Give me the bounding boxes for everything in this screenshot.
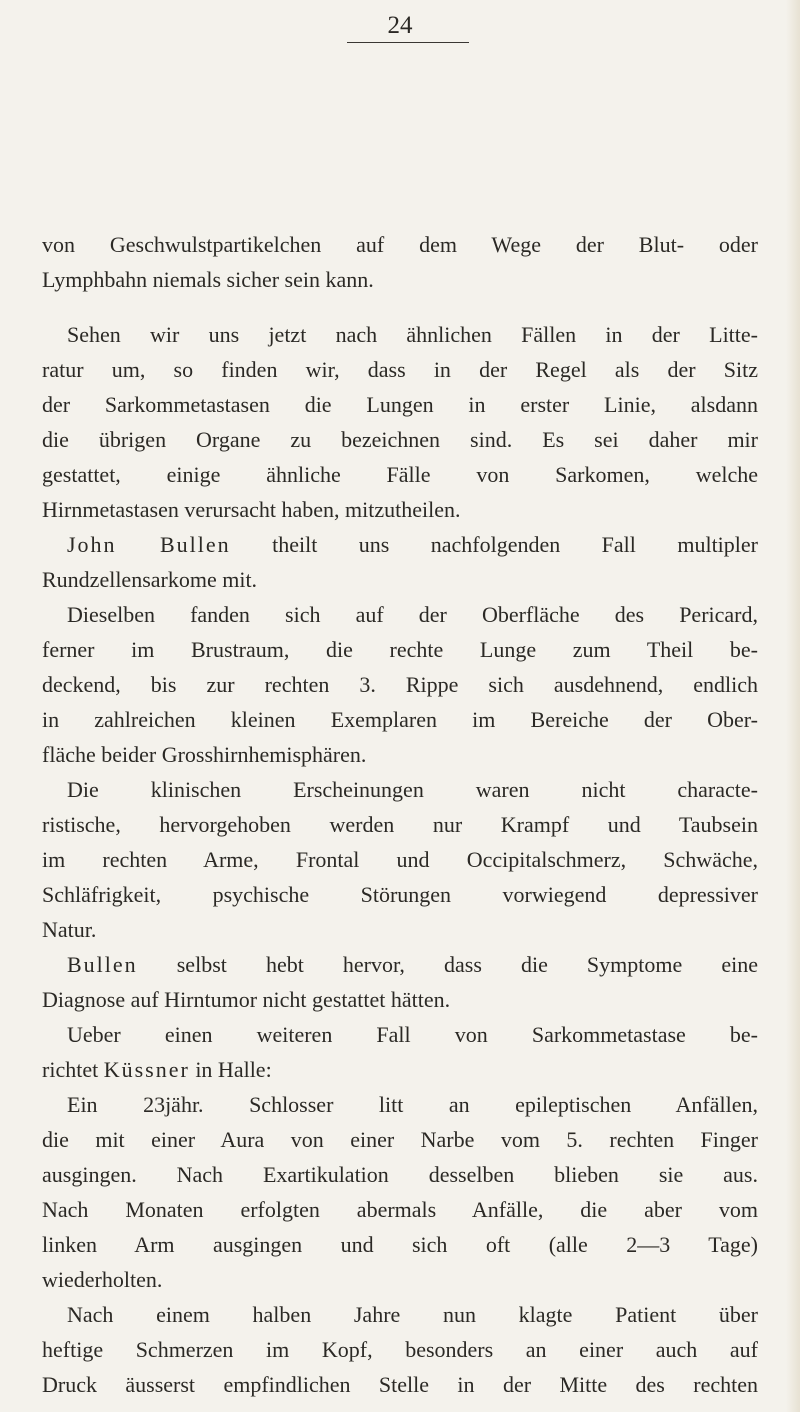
text-line: ristische, hervorgehoben werden nur Krampf und Taubsein [42, 812, 758, 837]
text-line: linken Arm ausgingen und sich oft (alle 2—3 Tage) [42, 1232, 758, 1257]
author-name: Küssner [103, 1057, 190, 1082]
text-line: wiederholten. [42, 1267, 163, 1292]
text-line: ausgingen. Nach Exartikulation desselben blieben sie aus. [42, 1162, 758, 1187]
page-number: 24 [387, 12, 413, 39]
text-line: ratur um, so finden wir, dass in der Regel als der Sitz [42, 357, 758, 382]
text-line: die mit einer Aura von einer Narbe vom 5. rechten Finger [42, 1127, 758, 1152]
text-line: Hirnmetastasen verursacht haben, mitzutheilen. [42, 497, 461, 522]
page-edge-shading [786, 0, 800, 1412]
text-line: Die klinischen Erscheinungen waren nicht characte- [67, 777, 758, 802]
author-name: John Bullen [67, 532, 231, 557]
text-line: richtet Küssner in Halle: [42, 1057, 272, 1082]
text-line: heftige Schmerzen im Kopf, besonders an einer auch auf [42, 1337, 758, 1362]
text-line: Lymphbahn niemals sicher sein kann. [42, 267, 374, 292]
text-line: Ein 23jähr. Schlosser litt an epileptischen Anfällen, [67, 1092, 758, 1117]
text-line: Natur. [42, 917, 97, 942]
text-line: Rundzellensarkome mit. [42, 567, 258, 592]
text-line: die übrigen Organe zu bezeichnen sind. Es sei daher mir [42, 427, 758, 452]
paragraph-continuation [42, 227, 758, 297]
text-line: Ueber einen weiteren Fall von Sarkommetastase be- [67, 1022, 758, 1047]
text-line: der Sarkommetastasen die Lungen in erster Linie, alsdann [42, 392, 758, 417]
text-line: in zahlreichen kleinen Exemplaren im Bereiche der Ober- [42, 707, 758, 732]
text-line: Dieselben fanden sich auf der Oberfläche des Pericard, [67, 602, 758, 627]
text-line: Sehen wir uns jetzt nach ähnlichen Fällen in der Litte- [67, 322, 758, 347]
text-line: Schläfrigkeit, psychische Störungen vorwiegend depressiver [42, 882, 758, 907]
text-line: Nach Monaten erfolgten abermals Anfälle, die aber vom [42, 1197, 758, 1222]
text-line: Bullen selbst hebt hervor, dass die Symptome eine [67, 952, 758, 977]
text-line: im rechten Arme, Frontal und Occipitalschmerz, Schwäche, [42, 847, 758, 872]
text-line: John Bullen theilt uns nachfolgenden Fall multipler [67, 532, 758, 557]
text-line: ferner im Brustraum, die rechte Lunge zum Theil be- [42, 637, 758, 662]
text-line: Nach einem halben Jahre nun klagte Patient über [67, 1302, 758, 1327]
text-line: von Geschwulstpartikelchen auf dem Wege der Blut- oder [42, 232, 758, 257]
text-line: fläche beider Grosshirnhemisphären. [42, 742, 367, 767]
page-number-rule [347, 42, 469, 43]
text-line: deckend, bis zur rechten 3. Rippe sich ausdehnend, endlich [42, 672, 758, 697]
text-line: Druck äusserst empfindlichen Stelle in der Mitte des rechten [42, 1372, 758, 1397]
text-line: Diagnose auf Hirntumor nicht gestattet hätten. [42, 987, 451, 1012]
author-name: Bullen [67, 952, 138, 977]
body-text [42, 317, 758, 1402]
text-line: gestattet, einige ähnliche Fälle von Sarkomen, welche [42, 462, 758, 487]
